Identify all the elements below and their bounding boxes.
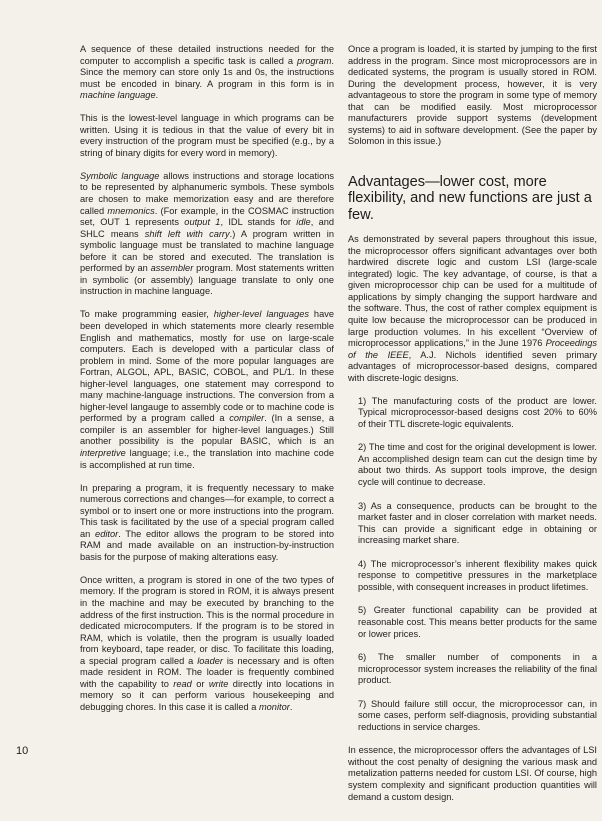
- text-run: In preparing a program, it is frequently necessary to make numerous corrections and changes—for example, to correct a symbol or to insert one or more instructions into the program. This task is facilitated by the use of a special program called an: [80, 482, 334, 539]
- text-run: program. Most statements written in symbolic (or assembly) language translate to only one instruction in machine language.: [80, 263, 334, 297]
- text-run: . (In a sense, a compiler is an assembler for higher-level languages.) Still another possibility is the popular BASIC, which is an: [80, 413, 335, 447]
- text-run: or: [191, 678, 209, 689]
- page-number: 10: [16, 745, 29, 757]
- text-run: . (For example, in the COSMAC instruction set, OUT 1 represents: [80, 205, 334, 228]
- emphasis-text: shift left with carry: [144, 228, 230, 239]
- text-run: .) A program written in symbolic language must be translated to machine language before it can be stored and executed. The translation is performed by an: [80, 228, 335, 274]
- emphasis-text: write: [208, 678, 229, 689]
- text-run: . The editor allows the program to be stored into RAM and made available on an instruction-by-instruction basis for the purpose of making alterations easy.: [80, 528, 335, 562]
- closing-paragraph: In essence, the microprocessor offers the advantages of LSI without the cost penalty of designing the various mask and metalization patterns needed for custom LSI. Of course, high system complexity and significant production quantities will demand a custom design.: [348, 745, 597, 802]
- emphasis-text: compiler: [229, 413, 265, 424]
- advantages-list: [348, 396, 597, 734]
- text-run: Once written, a program is stored in one of the two types of memory. If the program is stored in ROM, it is always present in the machine and may be executed by branching to the address of the first instruction. This is the normal procedure in dedicated microcomputers. If the program is to be stored in RAM, which is volatile, then the program is usually loaded from keyboard, tape reader, or disc. To facilitate this loading, a special program called a: [80, 574, 334, 666]
- left-paragraph: [80, 483, 334, 564]
- emphasis-text: higher-level languages: [213, 309, 310, 320]
- emphasis-text: monitor: [258, 701, 290, 712]
- text-run: To make programming easier,: [80, 309, 214, 320]
- advantage-item: 5) Greater functional capability can be provided at reasonable cost. This means better products for the same or lower prices.: [358, 605, 597, 639]
- emphasis-text: machine language: [80, 90, 156, 101]
- emphasis-text: program: [296, 55, 332, 66]
- advantage-item: 1) The manufacturing costs of the product are lower. Typical microprocessor-based designs cost 20% to 60% of their TTL discrete-logic equivalents.: [358, 395, 597, 429]
- right-column: [348, 44, 597, 815]
- text-run: As demonstrated by several papers throughout this issue, the microprocessor offers significant advantages over both hardwired discrete logic and custom LSI (large-scale integrated) logic. The key advantage, of course, is that a given microprocessor chip can be used for a multitude of applications by simply changing the support hardware and the software. Thus, the cost of rather complex equipment is quite low because the microprocessor can be produced in large production volumes. In his excellent “Overview of microprocessor applications,” in the June 1976: [348, 234, 597, 349]
- text-run: directly into locations in memory so it can perform various housekeeping and debugging chores. In this case it is called a: [80, 678, 334, 712]
- text-run: This is the lowest-level language in which programs can be written. Using it is tedious in that the value of every bit in every instruction of the program must be specified (e.g., by a string of binary digits for every word in memory).: [80, 113, 334, 158]
- text-run: allows instructions and storage locations to be represented by alphanumeric symbols. These symbols are chosen to make memorization easy and are therefore called: [80, 170, 334, 216]
- text-run: , and SHLC means: [80, 217, 334, 239]
- emphasis-text: Proceedings of the IEEE: [348, 338, 597, 360]
- emphasis-text: assembler: [150, 263, 194, 274]
- text-run: have been developed in which statements more clearly resemble English and mathematics, mostly for use on large-scale computers. Each is developed with a particular class of problem in mind. Some of the more popular languages are Fortran, ALGOL, APL, BASIC, COBOL, and PL/1. In these higher-level languages, one statement may correspond to many machine-language instructions. The conversion from a higher-level langauge to assembly code or to machine code is performed by a program called a: [80, 309, 334, 424]
- left-paragraph: [80, 171, 334, 298]
- emphasis-text: output 1: [184, 217, 221, 228]
- emphasis-text: mnemonics: [107, 205, 155, 216]
- left-paragraph: [80, 575, 334, 714]
- section-heading: Advantages—lower cost, more flexibility, and new functions are just a few.: [348, 173, 592, 223]
- left-paragraph: [80, 113, 334, 159]
- advantage-item: 6) The smaller number of components in a microprocessor system increases the reliability of the final product.: [358, 652, 597, 686]
- emphasis-text: editor: [95, 528, 119, 539]
- advantage-item: 7) Should failure still occur, the microprocessor can, in some cases, perform self-diagnosis, providing substantial reductions in service charges.: [358, 698, 597, 732]
- left-column: [80, 44, 334, 725]
- emphasis-text: idle: [296, 217, 311, 228]
- text-run: A sequence of these detailed instructions needed for the computer to accomplish a specific task is called a: [80, 44, 334, 66]
- text-run: , A.J. Nichols identified seven primary advantages of microprocessor-based designs, compared with discrete-logic designs.: [348, 349, 598, 383]
- left-paragraph: [80, 44, 334, 102]
- text-run: . Since the memory can store only 1s and 0s, the instructions must be encoded in binary. A program in this form is in: [80, 55, 334, 89]
- advantage-item: 3) As a consequence, products can be brought to the market faster and in closer correlation with market needs. This can provide a significant edge in obtaining or increasing market share.: [358, 500, 597, 546]
- text-run: .: [289, 701, 293, 712]
- emphasis-text: interpretive: [80, 448, 126, 458]
- text-run: , IDL stands for: [220, 217, 297, 228]
- advantage-item: 4) The microprocessor’s inherent flexibility makes quick response to competitive pressures in the marketplace possible, with consequent increases in product lifetimes.: [358, 558, 597, 592]
- right-intro-paragraph: Once a program is loaded, it is started by jumping to the first address in the program. Since most microprocessors are in dedicated systems, the program is usually stored in ROM. During the development process, however, it is very advantageous to store the program in some type of memory that can be modified easily. Most microprocessor manufacturers provide support systems (development systems) to aid in software development. (See the paper by Solomon in this issue.): [348, 44, 597, 147]
- text-run: is necessary and is often made resident in ROM. The loader is frequently combined with the capability to: [80, 655, 335, 689]
- right-paragraph-advantages-intro: [348, 234, 597, 384]
- advantage-item: 2) The time and cost for the original development is lower. An accomplished design team can cut the design time by about two thirds. As support tools improve, the design cycle will continue to decrease.: [358, 442, 597, 488]
- text-run: .: [155, 90, 159, 101]
- left-paragraph: [80, 309, 334, 471]
- text-run: language; i.e., the translation into machine code is accomplished at run time.: [80, 448, 334, 470]
- emphasis-text: Symbolic language: [80, 170, 160, 181]
- emphasis-text: read: [173, 678, 192, 689]
- emphasis-text: loader: [197, 655, 223, 666]
